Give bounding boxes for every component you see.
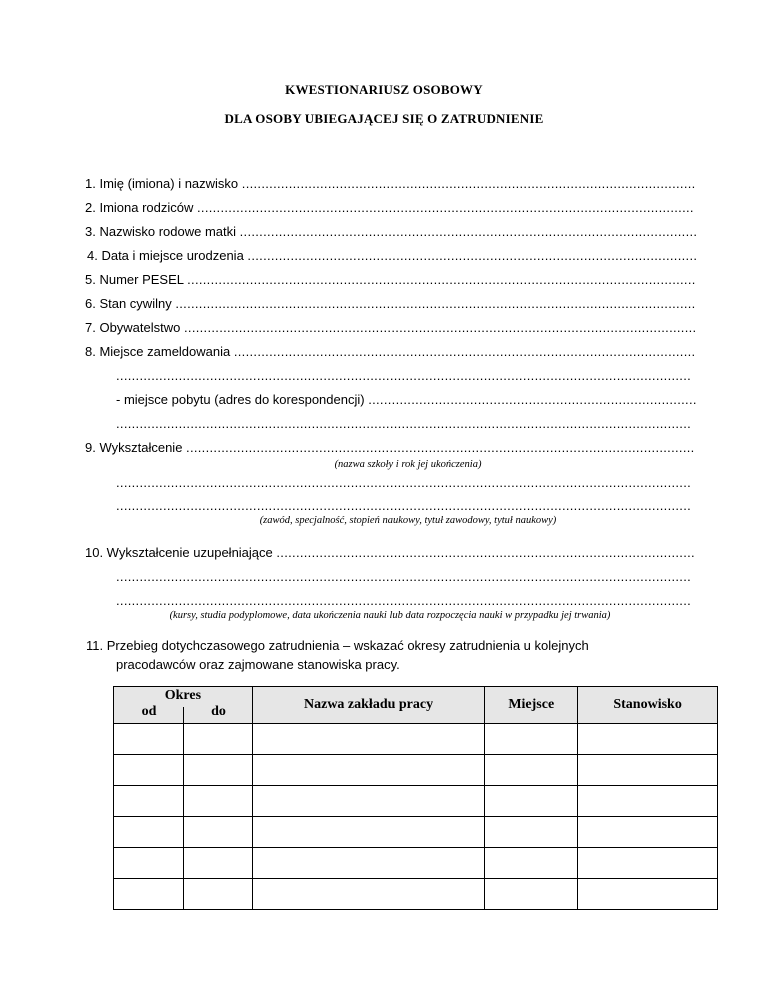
to-cell[interactable] (184, 755, 252, 785)
dotted-line: ................................................................................................................................... (184, 320, 697, 335)
period-header (114, 687, 253, 724)
from-cell[interactable] (114, 755, 184, 785)
to-cell[interactable] (184, 817, 252, 847)
field-residence[interactable] (116, 392, 708, 408)
to-cell[interactable] (184, 848, 252, 878)
dotted-line: .................................................................................................................................. (186, 440, 695, 455)
field-citizenship[interactable] (85, 320, 708, 336)
dotted-line: ............................................................................................................................... (197, 200, 694, 215)
field-marital-status-label: 6. Stan cywilny (85, 296, 176, 311)
to-header: do (211, 704, 226, 719)
from-cell[interactable] (114, 724, 184, 754)
field-parents-label: 2. Imiona rodziców (85, 200, 197, 215)
field-education[interactable] (85, 440, 708, 456)
field-birth-label: 4. Data i miejsce urodzenia (87, 248, 248, 263)
company-cell[interactable] (252, 848, 485, 879)
position-cell[interactable] (578, 786, 718, 817)
field-parents[interactable] (85, 200, 708, 216)
company-cell[interactable] (252, 724, 485, 755)
employment-table (113, 686, 718, 910)
field-registered-address-label: 8. Miejsce zameldowania (85, 344, 234, 359)
from-cell[interactable] (114, 786, 184, 816)
to-cell[interactable] (184, 786, 252, 816)
field-pesel-label: 5. Numer PESEL (85, 272, 188, 287)
dotted-line: ................................................................................................................................................... (116, 368, 692, 383)
period-cell (114, 755, 253, 786)
table-row (114, 724, 718, 755)
from-header: od (141, 704, 157, 719)
field-birth[interactable] (87, 248, 708, 264)
to-cell[interactable] (184, 724, 252, 754)
field-residence-label: - miejsce pobytu (adres do korespondencji) (116, 392, 369, 407)
from-cell[interactable] (114, 848, 184, 878)
form-subtitle: DLA OSOBY UBIEGAJĄCEJ SIĘ O ZATRUDNIENIE (224, 111, 544, 126)
field-mother-maiden-name[interactable] (85, 224, 708, 240)
profession-caption: (zawód, specjalność, stopień naukowy, tytuł zawodowy, tytuł naukowy) (259, 515, 557, 526)
table-row (114, 755, 718, 786)
position-cell[interactable] (578, 848, 718, 879)
field-registered-address-continued[interactable] (116, 368, 708, 384)
field-citizenship-label: 7. Obywatelstwo (85, 320, 184, 335)
period-cell (114, 848, 253, 879)
table-row (114, 786, 718, 817)
field-marital-status[interactable] (85, 296, 708, 312)
field-residence-continued[interactable] (116, 416, 708, 432)
dotted-line: .................................................................................................................... (241, 176, 696, 191)
position-cell[interactable] (578, 724, 718, 755)
company-cell[interactable] (252, 879, 485, 910)
period-cell (114, 786, 253, 817)
company-header: Nazwa zakładu pracy (252, 687, 485, 724)
place-cell[interactable] (485, 817, 578, 848)
dotted-line: ................................................................................................................................................... (116, 498, 692, 513)
field-further-education-line2[interactable] (116, 569, 708, 585)
table-row (114, 848, 718, 879)
further-education-caption: (kursy, studia podyplomowe, data ukończenia nauki lub data rozpoczęcia nauki w przypadku jej trwania) (169, 610, 611, 621)
company-cell[interactable] (252, 817, 485, 848)
dotted-line: ................................................................................................................................................... (116, 569, 692, 584)
from-cell[interactable] (114, 817, 184, 847)
table-row (114, 817, 718, 848)
place-cell[interactable] (485, 848, 578, 879)
place-cell[interactable] (485, 879, 578, 910)
place-header: Miejsce (485, 687, 578, 724)
employment-heading-continued: pracodawców oraz zajmowane stanowiska pracy. (116, 657, 400, 672)
dotted-line: .................................................................................... (368, 392, 697, 407)
field-mother-maiden-name-label: 3. Nazwisko rodowe matki (85, 224, 240, 239)
field-further-education-line3[interactable] (116, 593, 708, 609)
position-cell[interactable] (578, 879, 718, 910)
position-cell[interactable] (578, 817, 718, 848)
employment-heading: 11. Przebieg dotychczasowego zatrudnienia – wskazać okresy zatrudnienia u kolejnych (86, 638, 589, 653)
field-profession[interactable] (116, 498, 708, 514)
form-title: KWESTIONARIUSZ OSOBOWY (285, 82, 483, 97)
to-cell[interactable] (184, 879, 252, 909)
field-pesel[interactable] (85, 272, 708, 288)
place-cell[interactable] (485, 786, 578, 817)
period-cell (114, 817, 253, 848)
dotted-line: ................................................................................................................... (247, 248, 698, 263)
dotted-line: ................................................................................................................................................... (116, 593, 692, 608)
field-further-education-label: 10. Wykształcenie uzupełniające (85, 545, 277, 560)
field-education-label: 9. Wykształcenie (85, 440, 187, 455)
company-cell[interactable] (252, 786, 485, 817)
from-cell[interactable] (114, 879, 184, 909)
field-name[interactable] (85, 176, 708, 192)
period-cell (114, 724, 253, 755)
period-header-label: Okres (164, 688, 202, 703)
field-further-education[interactable] (85, 545, 708, 561)
dotted-line: ..................................................................................................................................... (175, 296, 696, 311)
dotted-line: ................................................................................................................................................... (116, 475, 692, 490)
table-row (114, 879, 718, 910)
period-cell (114, 879, 253, 910)
place-cell[interactable] (485, 755, 578, 786)
dotted-line: .................................................................................................................................. (187, 272, 696, 287)
education-caption: (nazwa szkoły i rok jej ukończenia) (334, 459, 482, 470)
dotted-line: ...................................................................................................................... (233, 344, 696, 359)
field-registered-address[interactable] (85, 344, 708, 360)
place-cell[interactable] (485, 724, 578, 755)
field-education-continued[interactable] (116, 475, 708, 491)
table-header-row (114, 687, 718, 724)
position-header: Stanowisko (578, 687, 718, 724)
dotted-line: ..................................................................................................................... (239, 224, 698, 239)
dotted-line: ........................................................................................................... (276, 545, 695, 560)
field-name-label: 1. Imię (imiona) i nazwisko (85, 176, 242, 191)
position-cell[interactable] (578, 755, 718, 786)
period-divider (183, 707, 184, 723)
dotted-line: ................................................................................................................................................... (116, 416, 692, 431)
company-cell[interactable] (252, 755, 485, 786)
